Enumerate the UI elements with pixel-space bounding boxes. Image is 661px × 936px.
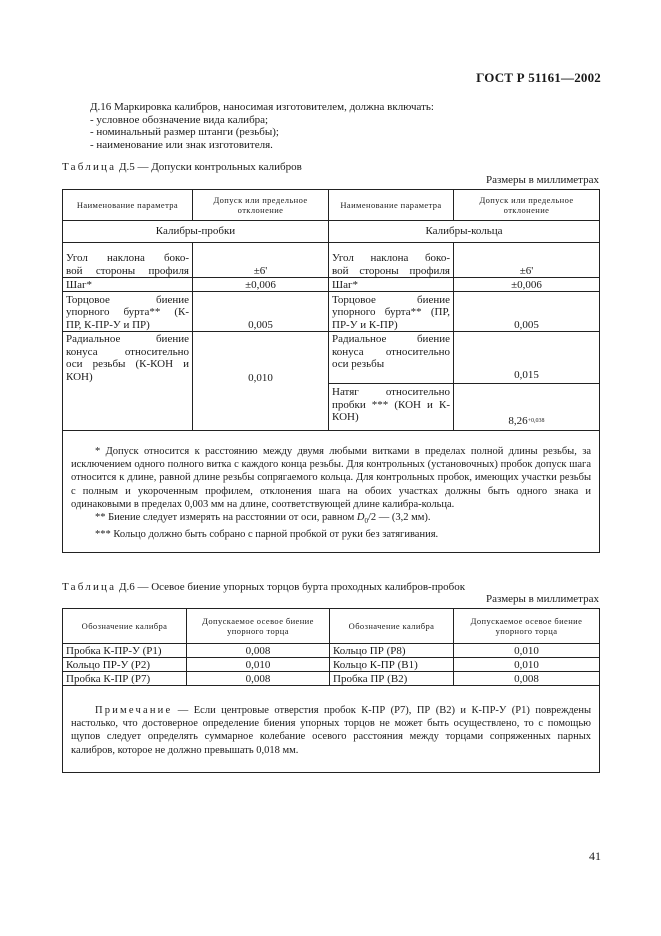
section-d16-item: - условное обозначение вида калибра;	[90, 113, 269, 126]
section-d16	[90, 101, 590, 151]
table-row: Пробка ПР (В2)	[330, 672, 454, 686]
document-code: ГОСТ Р 51161—2002	[476, 70, 601, 85]
table-d6-header-designation-left: Обозначение калибра	[63, 609, 187, 644]
table-d5-notes	[63, 431, 600, 553]
table-d6-value-cell: 0,010	[454, 658, 600, 672]
table-d6-note	[63, 686, 600, 773]
table-d6-caption-word: Таблица	[62, 581, 117, 593]
table-d6-units: Размеры в миллиметрах	[486, 593, 599, 605]
table-d5-note-3: *** Кольцо должно быть собрано с парной пробкой от руки без затягивания.	[95, 529, 439, 541]
table-d5-value-cell: ±0,006	[454, 278, 600, 292]
table-d6	[62, 608, 600, 773]
table-d5-note-1: * Допуск относится к расстоянию между двумя любыми витками в пределах полной длины резьбы, за исключением одного полного витка с каждого конца резьбы. Для контрольных (установочных) пробок допуск шага относится к длине, равной длине резьбы сопрягаемого кольца. Для контрольных пробок, имеющих участки резьбы с полным и укороченным профилем, отклонения шага на обоих участках должны быть одного знака и одинаковыми в пределах 0,003 мм на длине, соответствующей длине калибра-кольца.	[71, 446, 591, 510]
table-d5-header-param-right: Наименование параметра	[329, 190, 454, 221]
table-row: Кольцо ПР (Р8)	[330, 644, 454, 658]
table-d5-param-cell: Радиальное биение конуса относительно оси резьбы (К-КОН и КОН)	[63, 332, 193, 431]
table-d5-param-cell: Угол наклона боко- вой стороны профиля	[63, 243, 193, 278]
table-d6-header-designation-right: Обозначение калибра	[330, 609, 454, 644]
table-d5-param-cell: Угол наклона боко- вой стороны профиля	[329, 243, 454, 278]
table-row: Пробка К-ПР-У (Р1)	[63, 644, 187, 658]
section-d16-item: - наименование или знак изготовителя.	[90, 138, 273, 151]
table-d5-units: Размеры в миллиметрах	[486, 174, 599, 186]
table-d6-value-cell: 0,010	[454, 644, 600, 658]
page-number: 41	[589, 849, 601, 863]
table-d5-value-cell: 0,005	[454, 292, 600, 332]
table-d5-value-cell: ±6'	[193, 243, 329, 278]
table-d5-plugs-title: Калибры-пробки	[63, 221, 329, 243]
table-d5-header-param-left: Наименование параметра	[63, 190, 193, 221]
table-d6-note-text: — Если центровые отверстия пробок К-ПР (Р7), ПР (В2) и К-ПР-У (Р1) повреждены настолько, что достоверное определение биения упорных торцов не может быть осуществлено, то с помощью щупов следует определять суммарное колебание осевого расстояния между торцами сопряженных парных калибров, которое не должно превышать 0,018 мм.	[71, 705, 591, 756]
table-d5-note-2: ** Биение следует измерять на расстоянии от оси, равном $D_0/2$ — (3,2 мм).	[95, 512, 431, 526]
table-d5-param-cell: Радиальное биение конуса относительно оси резьбы	[329, 332, 454, 384]
table-d6-note-word: Примечание	[95, 705, 173, 716]
table-row: Пробка К-ПР (Р7)	[63, 672, 187, 686]
table-d6-header-runout-left: Допускаемое осевое биение упорного торца	[187, 609, 330, 644]
table-d5-param-cell: Торцовое биение упорного бурта** (К- ПР, К-ПР-У и ПР)	[63, 292, 193, 332]
table-d6-value-cell: 0,008	[187, 644, 330, 658]
table-d6-caption-text: Д.6 — Осевое биение упорных торцов бурта проходных калибров-пробок	[118, 581, 466, 593]
table-d6-value-cell: 0,010	[187, 658, 330, 672]
table-row: Кольцо ПР-У (Р2)	[63, 658, 187, 672]
table-d5-param-cell: Торцовое биение упорного бурта** (ПР, ПР-У и К-ПР)	[329, 292, 454, 332]
table-d6-value-cell: 0,008	[187, 672, 330, 686]
table-d6-header-runout-right: Допускаемое осевое биение упорного торца	[454, 609, 600, 644]
table-d5-param-cell: Шаг*	[329, 278, 454, 292]
table-row: Кольцо К-ПР (В1)	[330, 658, 454, 672]
table-d5-param-cell: Натяг относительно пробки *** (КОН и К- КОН)	[329, 384, 454, 431]
table-d5-header-tol-right: Допуск или предельное отклонение	[454, 190, 600, 221]
table-d5-caption	[62, 161, 302, 173]
table-d5	[62, 189, 600, 553]
table-d5-rings-title: Калибры-кольца	[329, 221, 600, 243]
table-d5-caption-text: Д.5 — Допуски контрольных калибров	[118, 161, 302, 173]
table-d5-value-cell: 0,015	[454, 332, 600, 384]
table-d6-caption	[62, 581, 465, 593]
table-d5-header-tol-left: Допуск или предельное отклонение	[193, 190, 329, 221]
table-d5-value-cell: ±6'	[454, 243, 600, 278]
table-d5-value-cell: $8,26^{+0,038}$	[454, 384, 600, 431]
table-d6-value-cell: 0,008	[454, 672, 600, 686]
table-d5-value-cell: 0,005	[193, 292, 329, 332]
table-d5-param-cell: Шаг*	[63, 278, 193, 292]
table-d5-value-cell: ±0,006	[193, 278, 329, 292]
section-d16-item: - номинальный размер штанги (резьбы);	[90, 126, 279, 138]
section-d16-title: Д.16 Маркировка калибров, наносимая изготовителем, должна включать:	[90, 101, 434, 113]
table-d5-value-cell: 0,010	[193, 332, 329, 431]
table-d5-caption-word: Таблица	[62, 161, 117, 173]
